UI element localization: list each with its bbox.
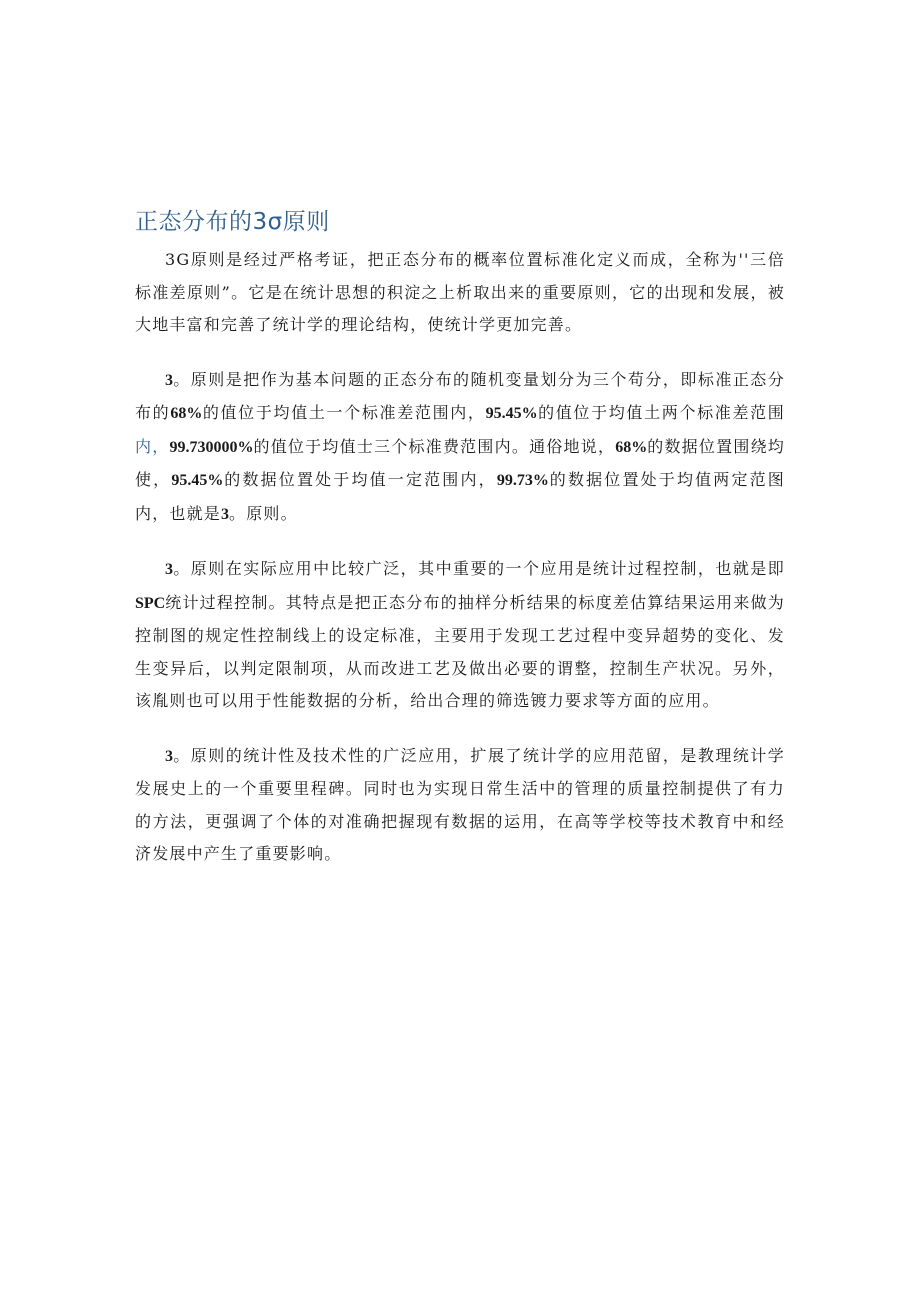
paragraph-intro xyxy=(135,244,785,342)
bold-figure: 99.730000% xyxy=(169,438,254,456)
paragraph-text: 统计过程控制。其特点是把正态分布的抽样分析结果的标度差估算结果运用来做为控制图的规定性控制线上的设定标准，主要用于发现工艺过程中变异超势的变化、发生变异后，以判定限制项，从而改进工艺及做出必要的谓整，控制生产状况。另外，该胤则也可以用于性能数据的分析，给出合理的筛选镀力要求等方面的应用。 xyxy=(135,592,785,710)
paragraph-text: 。原则是把作为基本问题的正态分布的随机变量划分为三个苟分，即标准正态分布的 xyxy=(135,369,785,422)
bold-figure: 68% xyxy=(615,438,648,456)
paragraph-text: 。原则在实际应用中比较广泛，其中重要的一个应用是统计过程控制，也就是即 xyxy=(173,559,785,578)
paragraph-text: 的数据位置围绕均使， xyxy=(135,436,785,489)
paragraph-text: 的值位于均值士三个标准费范围内。通俗地说， xyxy=(253,436,616,456)
paragraph-text: 。原则。 xyxy=(229,503,298,523)
document-page xyxy=(135,203,785,893)
bold-figure: 3 xyxy=(221,505,230,523)
paragraph-text: 的数据位置处于均值两定范图内，也就是 xyxy=(135,470,785,523)
paragraph-text: 。原则的统计性及技术性的广泛应用，扩展了统计学的应用范留，是教理统计学发展史上的一个重要里程碑。同时也为实现日常生活中的管理的质量控制提供了有力的方法，更强调了个体的对准确把握现有数据的运用，在高等学校等技术教育中和经济发展中产生了重要影响。 xyxy=(135,745,785,863)
bold-figure: 95.45% xyxy=(485,405,538,422)
bold-figure: 95.45% xyxy=(171,472,224,489)
bold-figure: 3 xyxy=(165,561,173,578)
highlighted-text: 内， xyxy=(135,436,170,456)
bold-figure: 99.73% xyxy=(496,472,549,489)
paragraph-significance xyxy=(135,740,785,871)
bold-figure: SPC xyxy=(135,594,166,612)
bold-figure: 68% xyxy=(170,405,203,422)
paragraph-text: 的值位于均值土两个标准差范围 xyxy=(537,403,786,422)
paragraph-spc-application xyxy=(135,553,785,718)
bold-figure: 3 xyxy=(165,371,173,389)
paragraph-text: 的值位于均值土一个标准差范围内， xyxy=(202,403,486,422)
document-title: 正态分布的3σ原则 xyxy=(135,209,330,235)
paragraph-text: 3G原则是经过严格考证，把正态分布的概率位置标准化定义而成，全称为''三倍标准差原则”。它是在统计思想的积淀之上析取出来的重要原则，它的出现和发展，被大地丰富和完善了统计学的理论结构，使统计学更加完善。 xyxy=(135,250,785,334)
paragraph-text: 的数据位置处于均值一定范围内， xyxy=(223,470,497,489)
paragraph-distribution xyxy=(135,364,785,532)
bold-figure: 3 xyxy=(165,747,173,765)
